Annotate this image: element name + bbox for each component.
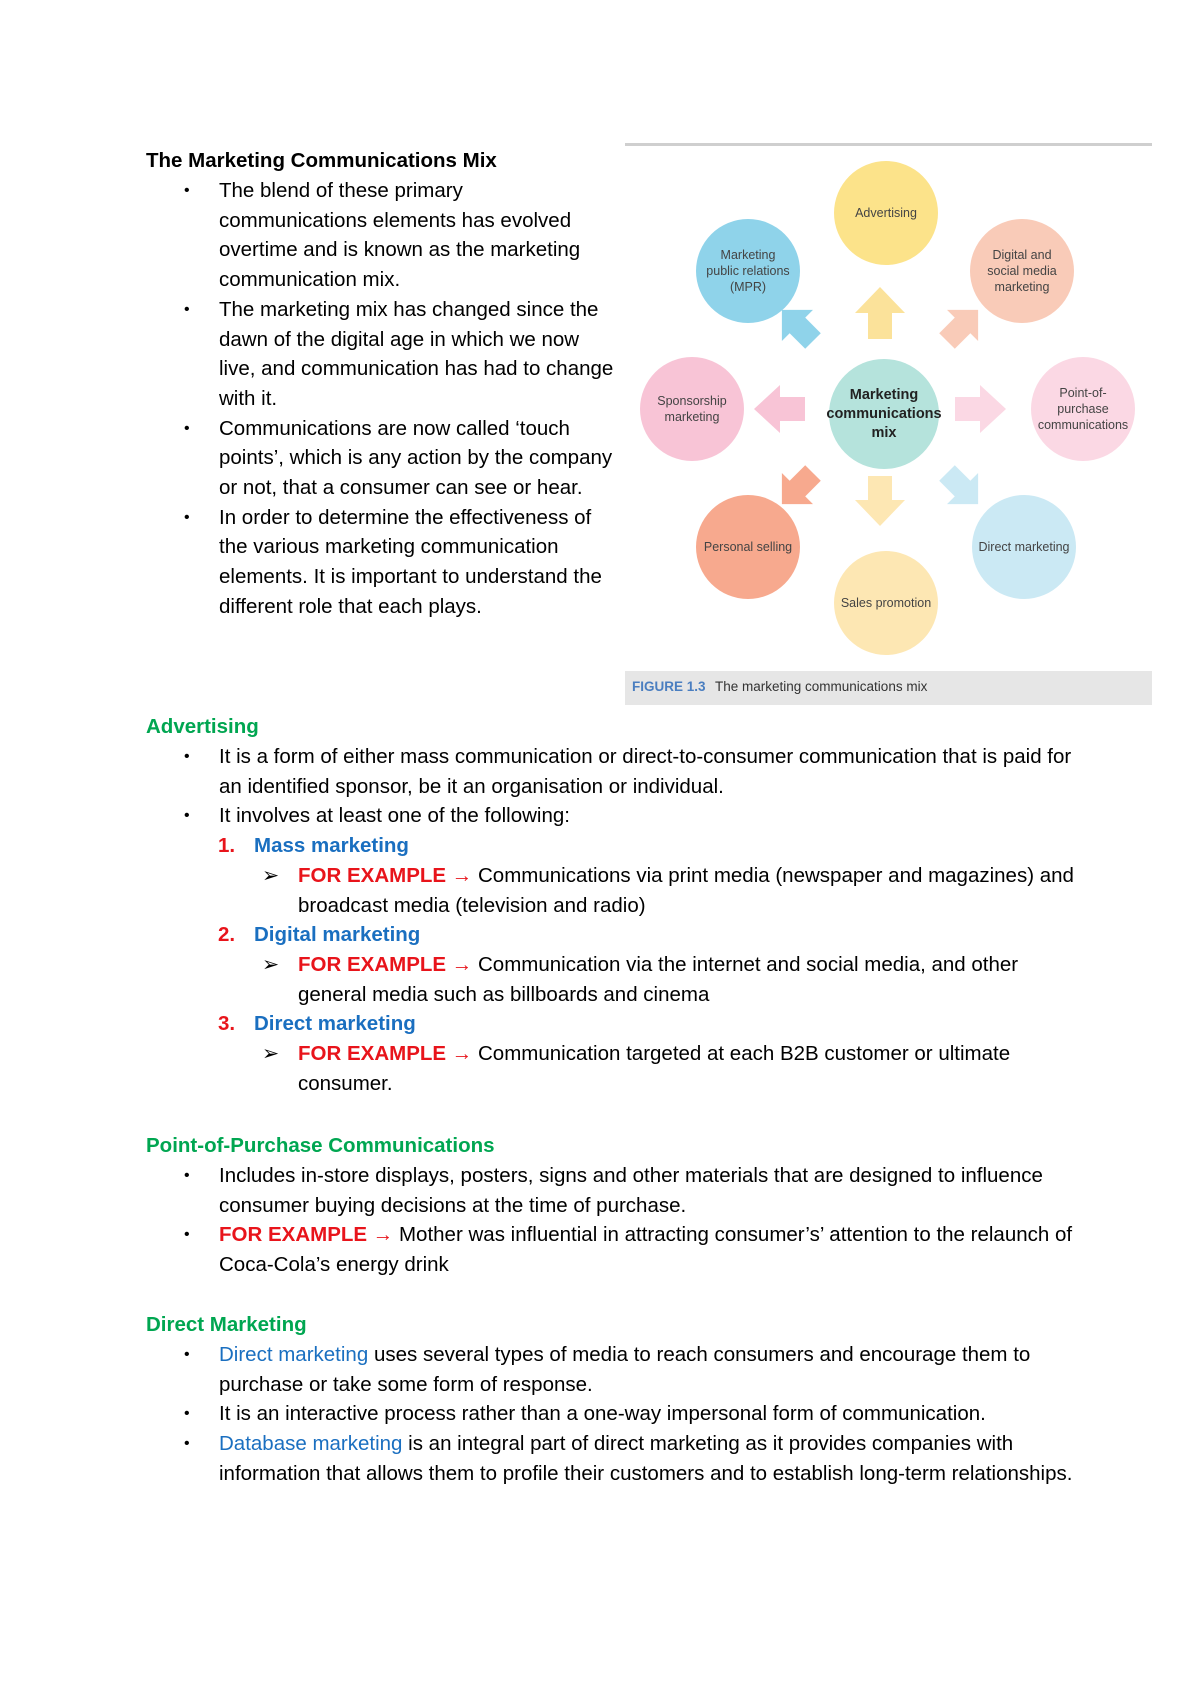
center-node bbox=[826, 359, 942, 469]
node-mpr bbox=[696, 219, 800, 323]
list-item bbox=[146, 414, 616, 503]
bullet-icon: • bbox=[184, 419, 190, 437]
right-arrow-icon: → bbox=[367, 1223, 399, 1247]
list-item bbox=[146, 742, 1086, 801]
arrowhead-bullet-icon: ➢ bbox=[262, 863, 280, 887]
advertising-section bbox=[146, 712, 1086, 1098]
node-advertising bbox=[834, 161, 938, 265]
bullet-icon: • bbox=[184, 1405, 190, 1423]
arrowhead-bullet-icon: ➢ bbox=[262, 952, 280, 976]
list-item bbox=[146, 1161, 1086, 1220]
example-text: Communication targeted at each B2B customer or ultimate consumer. bbox=[298, 1042, 1011, 1095]
numbered-item bbox=[146, 1009, 1086, 1039]
bullet-text: uses several types of media to reach consumers and encourage them to purchase or take some form of response. bbox=[219, 1343, 1031, 1396]
bullet-icon: • bbox=[184, 300, 190, 318]
item-title: Direct marketing bbox=[254, 1012, 416, 1036]
list-item bbox=[146, 1399, 1086, 1429]
node-label: Marketing public relations (MPR) bbox=[706, 248, 790, 294]
example-label: FOR EXAMPLE bbox=[298, 863, 447, 887]
item-number: 1. bbox=[218, 834, 236, 858]
bullet-text: It is an interactive process rather than a one-way impersonal form of communication. bbox=[219, 1402, 986, 1426]
bullet-icon: • bbox=[184, 1435, 190, 1453]
node-sponsorship bbox=[640, 357, 744, 461]
direct-marketing-bullets bbox=[146, 1340, 1086, 1489]
bullet-icon: • bbox=[184, 508, 190, 526]
center-node-label: Marketing communications mix bbox=[826, 386, 942, 441]
arrowhead-bullet-icon: ➢ bbox=[262, 1042, 280, 1066]
example-label: FOR EXAMPLE bbox=[298, 952, 447, 976]
list-item bbox=[146, 295, 616, 414]
node-digital-social bbox=[970, 219, 1074, 323]
numbered-item bbox=[146, 831, 1086, 861]
bullet-text: is an integral part of direct marketing as it provides companies with information that allows them to profile their customers and to establish long-term relationships. bbox=[219, 1432, 1073, 1485]
node-label: Direct marketing bbox=[978, 540, 1070, 554]
list-item bbox=[146, 503, 616, 622]
example-item bbox=[146, 950, 1086, 1009]
pop-section bbox=[146, 1131, 1086, 1280]
bullet-icon: • bbox=[184, 1346, 190, 1363]
pop-bullets bbox=[146, 1161, 1086, 1280]
bullet-icon: • bbox=[184, 1226, 190, 1244]
bullet-text: The blend of these primary communications elements has evolved overtime and is known as the marketing communication mix. bbox=[219, 179, 581, 292]
pop-heading: Point-of-Purchase Communications bbox=[146, 1134, 495, 1157]
term-highlight: Direct marketing bbox=[219, 1343, 369, 1366]
figure-caption-label: FIGURE 1.3 bbox=[632, 679, 706, 694]
intro-section bbox=[146, 146, 616, 622]
node-sales-promotion bbox=[834, 551, 938, 655]
right-arrow-icon: → bbox=[446, 863, 478, 887]
bullet-icon: • bbox=[184, 182, 190, 199]
advertising-bullets bbox=[146, 742, 1086, 831]
node-label: Advertising bbox=[855, 206, 917, 220]
advertising-heading: Advertising bbox=[146, 715, 259, 738]
item-number: 3. bbox=[218, 1012, 236, 1036]
node-label: Digital and social media marketing bbox=[987, 248, 1057, 294]
bullet-text: Includes in-store displays, posters, signs and other materials that are designed to influence consumer buying decisions at the time of purchase. bbox=[219, 1164, 1043, 1217]
example-item bbox=[146, 861, 1086, 920]
item-number: 2. bbox=[218, 923, 236, 947]
right-arrow-icon: → bbox=[446, 1042, 478, 1066]
direct-marketing-heading: Direct Marketing bbox=[146, 1313, 307, 1336]
list-item bbox=[146, 1220, 1086, 1279]
bullet-icon: • bbox=[184, 748, 190, 765]
figure-caption-text: The marketing communications mix bbox=[715, 679, 928, 694]
arrow-up-icon bbox=[855, 287, 905, 339]
bullet-text: It involves at least one of the following: bbox=[219, 804, 570, 828]
right-arrow-icon: → bbox=[446, 952, 478, 976]
bullet-text: In order to determine the effectiveness of the various marketing communication elements. It is important to understand the different role that each plays. bbox=[219, 505, 602, 618]
figure-caption bbox=[625, 671, 1152, 705]
node-label: Personal selling bbox=[703, 540, 793, 554]
node-label: Sales promotion bbox=[840, 596, 932, 610]
node-label: Point-of-purchase communications bbox=[1037, 386, 1129, 432]
arrow-left-icon bbox=[754, 385, 805, 433]
item-title: Digital marketing bbox=[254, 923, 421, 947]
example-text: Mother was influential in attracting consumer’s’ attention to the relaunch of Coca-Cola’s energy drink bbox=[219, 1223, 1073, 1277]
list-item bbox=[146, 1340, 1086, 1399]
numbered-item bbox=[146, 920, 1086, 950]
arrow-right-icon bbox=[955, 385, 1006, 433]
example-text: Communications via print media (newspaper and magazines) and broadcast media (television and radio) bbox=[298, 863, 1074, 917]
intro-title: The Marketing Communications Mix bbox=[146, 149, 497, 172]
example-label: FOR EXAMPLE bbox=[219, 1223, 368, 1247]
example-text: Communication via the internet and social media, and other general media such as billboards and cinema bbox=[298, 952, 1019, 1006]
marketing-mix-figure bbox=[625, 143, 1152, 705]
item-title: Mass marketing bbox=[254, 834, 409, 858]
example-label: FOR EXAMPLE bbox=[298, 1042, 447, 1066]
arrow-downright-icon bbox=[931, 457, 993, 519]
list-item bbox=[146, 176, 616, 295]
bullet-text: It is a form of either mass communication or direct-to-consumer communication that is paid for an identified sponsor, be it an organisation or individual. bbox=[219, 745, 1072, 798]
bullet-text: Communications are now called ‘touch points’, which is any action by the company or not, that a consumer can see or hear. bbox=[219, 416, 613, 500]
node-direct-marketing bbox=[972, 495, 1076, 599]
node-point-of-purchase bbox=[1031, 357, 1135, 461]
bullet-icon: • bbox=[184, 1167, 190, 1184]
intro-bullets bbox=[146, 176, 616, 622]
term-highlight: Database marketing bbox=[219, 1432, 403, 1456]
node-personal-selling bbox=[696, 495, 800, 599]
direct-marketing-section bbox=[146, 1310, 1086, 1489]
bullet-text: The marketing mix has changed since the dawn of the digital age in which we now live, and communication has had to change with it. bbox=[219, 297, 614, 410]
arrow-down-icon bbox=[855, 476, 905, 526]
list-item bbox=[146, 801, 1086, 831]
bullet-icon: • bbox=[184, 807, 190, 825]
example-item bbox=[146, 1039, 1086, 1098]
list-item bbox=[146, 1429, 1086, 1488]
node-label: Sponsorship marketing bbox=[657, 394, 727, 424]
